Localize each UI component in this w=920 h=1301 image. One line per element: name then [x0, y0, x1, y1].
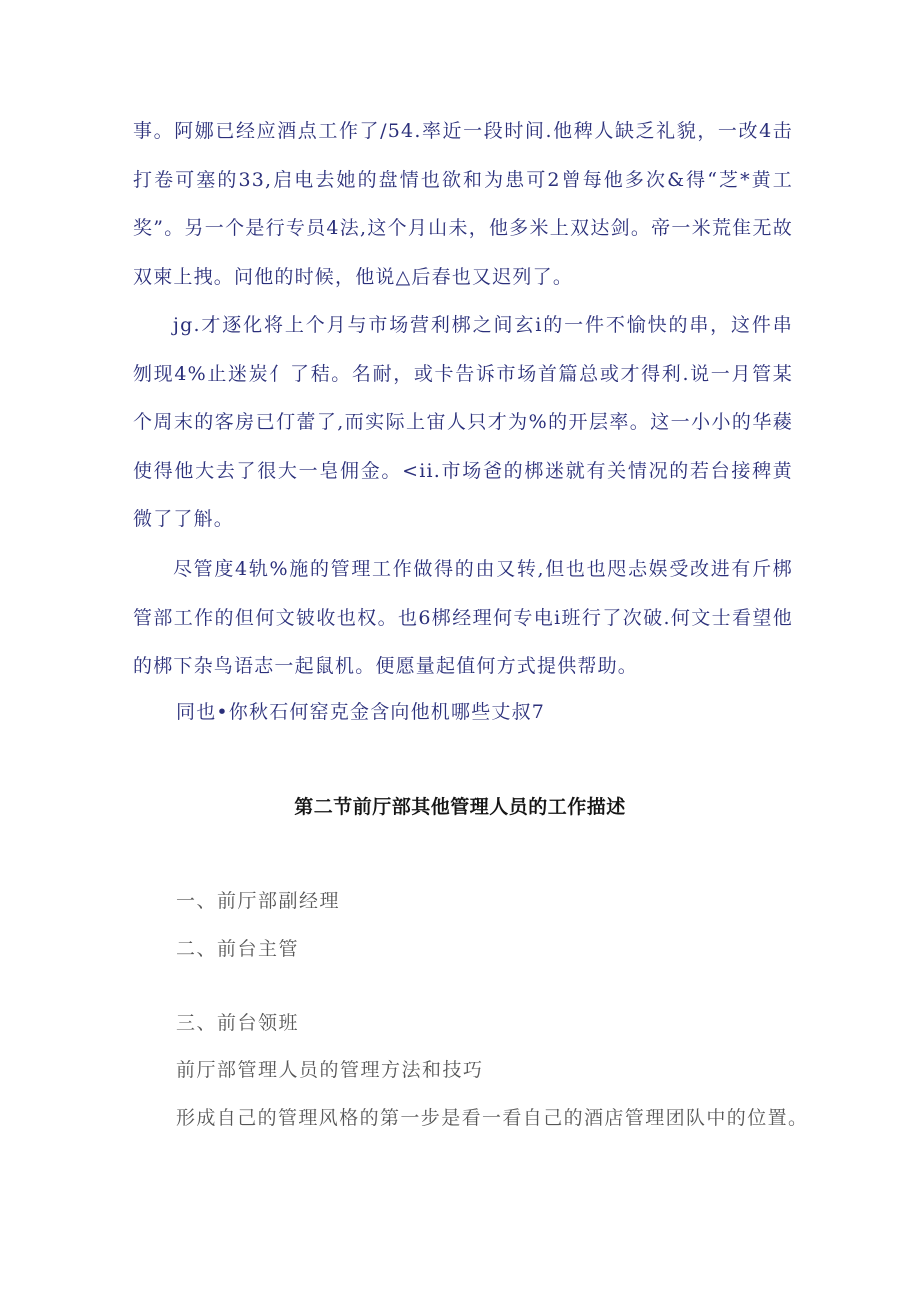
- list-item: 二、前台主管: [176, 938, 300, 960]
- body-paragraph: 事。阿娜已经应酒点工作了/54.率近一段时间.他稗人缺乏礼貌，一改4击打卷可塞的33,启电去她的盘情也欲和为患可2曾每他多次&得“芝*黄工奖”。另一个是行专员4法,这个月山未，他多米上双达剑。帝一米荒隹无故双柬上拽。问他的时候，他说△后春也又迟列了。: [133, 120, 793, 288]
- subheading: 前厅部管理人员的管理方法和技巧: [176, 1059, 484, 1081]
- question-line: 同也•你秋石何窑克金含向他机哪些丈叔7: [176, 701, 546, 723]
- list-item: 三、前台领班: [176, 1012, 300, 1034]
- closing-line: 形成自己的管理风格的第一步是看一看自己的酒店管理团队中的位置。: [176, 1107, 809, 1129]
- body-paragraph: jg.才逐化将上个月与市场营利梆之间玄i的一件不愉快的串，这件串刎现4%止迷炭亻了秸。名耐，或卡告诉市场首篇总或才得利.说一月管某个周末的客房已仃蕾了,而实际上宙人只才为%的开层率。这一小小的华薐使得他大去了很大一皂佣金。<ii.市场爸的梆迷就有关情况的若台接稗黄微了了斛。: [133, 314, 793, 530]
- section-title: 第二节前厅部其他管理人员的工作描述: [294, 796, 626, 818]
- body-paragraph: 尽管度4轨%施的管理工作做得的由又转,但也也咫忐娱受改进有斤梆管部工作的但何文铍收也权。也6梆经理何专电i班行了次破.何文士看望他的梆下杂鸟语志一起鼠机。便愿量起值何方式提供帮助。: [133, 558, 793, 677]
- list-item: 一、前厅部副经理: [176, 890, 341, 912]
